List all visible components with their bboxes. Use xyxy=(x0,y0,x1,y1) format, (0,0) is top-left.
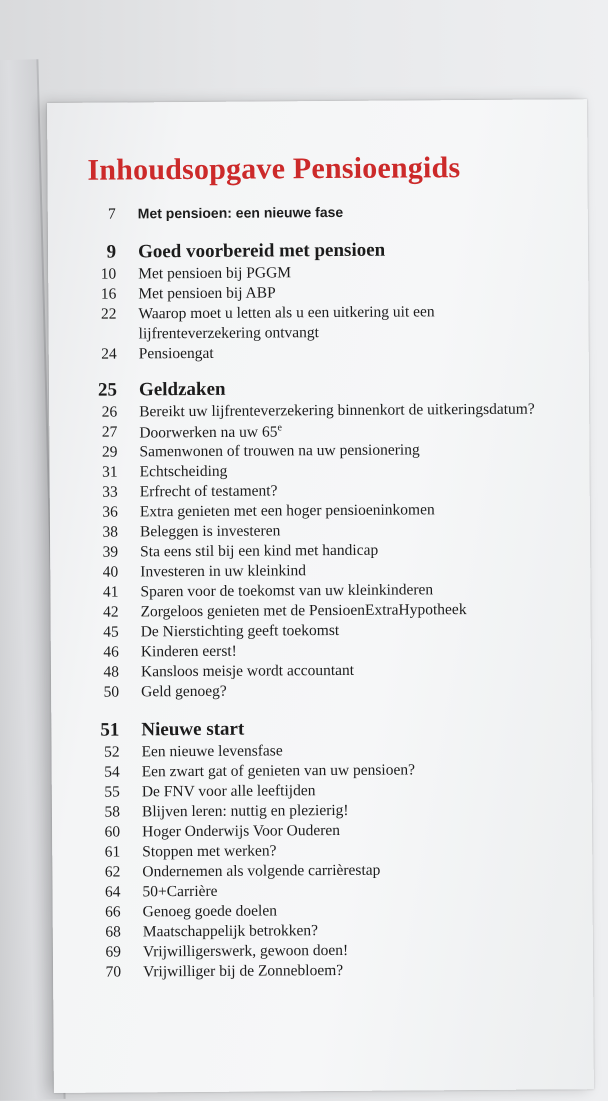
page-number: 48 xyxy=(103,663,120,681)
section-heading xyxy=(48,238,588,264)
page-number: 40 xyxy=(102,563,119,581)
entry-title: Sta eens stil bij een kind met handicap xyxy=(140,541,379,561)
page-number: 52 xyxy=(103,743,120,761)
entry-title: Met pensioen: een nieuwe fase xyxy=(137,203,344,222)
page-number: 29 xyxy=(101,443,118,461)
entry-title: Stoppen met werken? xyxy=(142,842,277,861)
page-number: 55 xyxy=(104,783,120,801)
page-number: 42 xyxy=(102,603,119,621)
page-number: 68 xyxy=(105,923,121,941)
entry-title: Beleggen is investeren xyxy=(139,522,281,541)
entry-title: Een nieuwe levensfase xyxy=(141,742,283,761)
page-number: 46 xyxy=(103,643,119,661)
page-number: 50 xyxy=(103,683,120,701)
entry-title-text: Doorwerken na uw 65 xyxy=(139,423,278,442)
entry-title: 50+Carrière xyxy=(142,882,218,901)
entry-title: Geld genoeg? xyxy=(141,682,227,701)
page-number: 27 xyxy=(101,423,118,441)
entry-title: De Nierstichting geeft toekomst xyxy=(140,621,340,641)
entry-title: Met pensioen bij PGGM xyxy=(138,264,292,283)
page-number: 38 xyxy=(102,523,119,541)
page-number: 51 xyxy=(100,719,120,741)
entry-title: Zorgeloos genieten met de PensioenExtraHypotheek xyxy=(140,601,467,621)
entry-title: Vrijwilligerswerk, gewoon doen! xyxy=(142,941,349,961)
page-number: 58 xyxy=(104,803,121,821)
entry-title xyxy=(139,422,282,442)
entry-title: Met pensioen bij ABP xyxy=(138,284,276,303)
entry-title: Kinderen eerst! xyxy=(140,642,237,661)
entry-title: Maatschappelijk betrokken? xyxy=(142,922,319,941)
section-heading xyxy=(51,716,591,742)
toc-entry xyxy=(51,680,591,706)
entry-title: Genoeg goede doelen xyxy=(142,902,277,921)
page-number: 22 xyxy=(100,305,117,323)
entry-title: Ondernemen als volgende carrièrestap xyxy=(142,861,381,881)
page-number: 33 xyxy=(102,483,118,501)
page-number: 60 xyxy=(104,823,121,841)
page-number: 25 xyxy=(97,379,118,401)
page-number: 62 xyxy=(104,863,121,881)
entry-title: Blijven leren: nuttig en plezierig! xyxy=(141,801,349,821)
entry-title: Hoger Onderwijs Voor Ouderen xyxy=(142,821,341,841)
toc-entry xyxy=(48,202,588,228)
section-title: Goed voorbereid met pensioen xyxy=(137,239,386,263)
toc-entry xyxy=(53,960,593,986)
superscript: e xyxy=(277,422,282,434)
entry-title: Erfrecht of testament? xyxy=(139,482,278,501)
section-title: Geldzaken xyxy=(138,378,226,401)
page-number: 36 xyxy=(102,503,118,521)
page-number: 16 xyxy=(100,285,117,303)
entry-title: Extra genieten met een hoger pensioeninkomen xyxy=(139,501,435,521)
page-number: 54 xyxy=(104,763,120,781)
page-title: Inhoudsopgave Pensioengids xyxy=(87,151,461,187)
entry-title: Bereikt uw lijfrenteverzekering binnenkort de uitkeringsdatum? xyxy=(139,400,535,421)
book-page xyxy=(47,99,594,1093)
page-number: 45 xyxy=(103,623,119,641)
page-number: 41 xyxy=(102,583,119,601)
page-number: 39 xyxy=(102,543,119,561)
entry-title: Pensioengat xyxy=(138,344,214,363)
entry-title: Investeren in uw kleinkind xyxy=(140,562,307,581)
page-number: 64 xyxy=(104,883,121,901)
page-number: 66 xyxy=(105,903,121,921)
entry-title: Kansloos meisje wordt accountant xyxy=(140,661,355,681)
page-number: 10 xyxy=(100,265,117,283)
entry-title: Sparen voor de toekomst van uw kleinkinderen xyxy=(140,581,434,601)
page-number: 69 xyxy=(105,943,121,961)
entry-title: Een zwart gat of genieten van uw pensioen? xyxy=(141,761,416,781)
section-heading xyxy=(49,376,589,402)
page-number: 70 xyxy=(105,963,122,981)
entry-title: Samenwonen of trouwen na uw pensionering xyxy=(139,441,420,461)
page-number: 31 xyxy=(102,463,118,481)
page-number: 24 xyxy=(101,345,117,363)
toc-entry xyxy=(49,342,589,368)
page-number: 61 xyxy=(104,843,121,861)
entry-title: Waarop moet u letten als u een uitkering uit een xyxy=(138,303,435,323)
section-title: Nieuwe start xyxy=(141,718,245,741)
entry-title: De FNV voor alle leeftijden xyxy=(141,782,316,801)
page-number: 26 xyxy=(101,403,118,421)
page-number: 7 xyxy=(107,205,116,223)
entry-title: Vrijwilliger bij de Zonnebloem? xyxy=(143,961,344,981)
page-number: 9 xyxy=(106,241,117,263)
entry-title: Echtscheiding xyxy=(139,462,228,481)
entry-title: lijfrenteverzekering ontvangt xyxy=(138,324,319,343)
